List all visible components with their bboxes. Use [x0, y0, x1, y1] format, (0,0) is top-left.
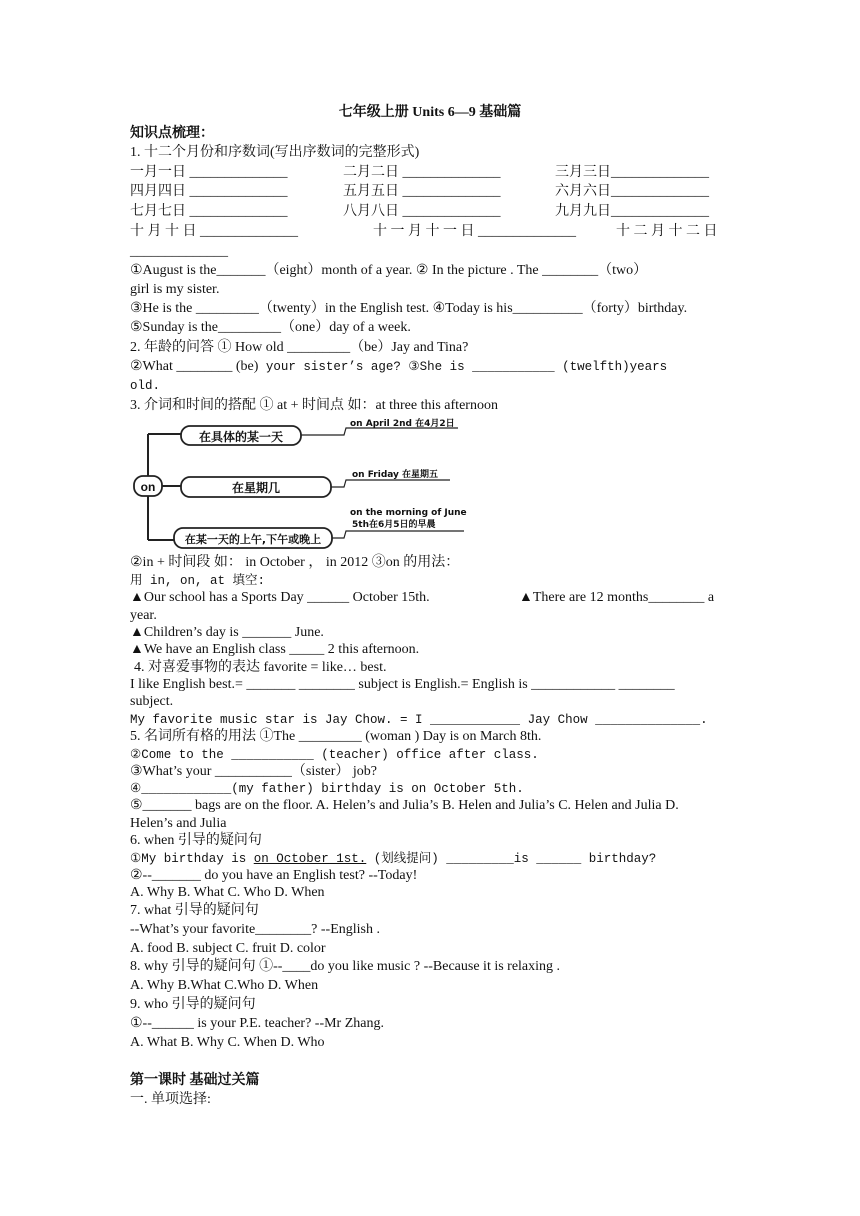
q9-line-2: ①--______ is your P.E. teacher? --Mr Zhang.: [130, 1016, 384, 1031]
q5-line-5: ⑤_______ bags are on the floor. A. Helen’s and Julia’s B. Helen and Julia’s C. Helen and Julia D.: [130, 798, 679, 813]
q7-heading: 7. what 引导的疑问句: [130, 903, 259, 918]
q3-in-line: ②in + 时间段 如： in October ， in 2012 ③on 的用法：: [130, 555, 460, 570]
date-blank: 三月三日______________: [555, 165, 709, 180]
q6-line-3: ②--_______ do you have an English test? --Today!: [130, 868, 418, 883]
q3-exercise-1b: ▲There are 12 months________ a: [519, 590, 715, 605]
q7-line-2: --What’s your favorite________? --English .: [130, 922, 380, 937]
q6-line-2: [130, 850, 730, 868]
q5-line-6: Helen’s and Julia: [130, 816, 227, 831]
q2-line-2: [130, 358, 730, 376]
diagram-branch-3-note-2: 5th在6月5日的早晨: [352, 520, 436, 530]
q8-options: A. Why B.What C.Who D. When: [130, 978, 319, 993]
date-blank: 七月七日 ______________: [130, 204, 288, 219]
q3-heading: 3. 介词和时间的搭配 ① at + 时间点 如：at three this afternoon: [130, 398, 498, 413]
q4-heading: 4. 对喜爱事物的表达 favorite = like… best.: [134, 660, 387, 675]
q5-line-2: ②Come to the ___________ (teacher) office after class.: [130, 748, 539, 762]
lesson-heading: 第一课时 基础过关篇: [130, 1073, 260, 1088]
diagram-branch-2-label: 在星期几: [231, 481, 281, 495]
date-blank: 十 二 月 十 二 日: [616, 224, 718, 239]
diagram-branch-1-label: 在具体的某一天: [198, 430, 284, 444]
q3-fill-prompt: 用 in, on, at 填空:: [130, 574, 266, 588]
q7-options: A. food B. subject C. fruit D. color: [130, 941, 326, 956]
q6-underlined-phrase: on October 1st.: [253, 852, 367, 866]
q3-exercise-1c: year.: [130, 608, 157, 623]
q6-line-2-pre: ①My birthday is: [130, 852, 254, 866]
q6-line-2-post: (划线提问) _________is ______ birthday?: [366, 852, 657, 866]
q1-item-3: ③He is the _________（twenty）in the English test. ④Today is his__________（forty）birthday.: [130, 301, 688, 316]
q4-line-2: I like English best.= _______ ________ subject is English.= English is ____________ ________: [130, 677, 675, 692]
q1-item-1-cont: girl is my sister.: [130, 282, 220, 297]
diagram-branch-3-label: 在某一天的上午,下午或晚上: [184, 533, 322, 546]
q5-line-3: ③What’s your ___________（sister） job?: [130, 764, 378, 779]
q2-line-3: old.: [130, 379, 161, 393]
q1-item-5: ⑤Sunday is the_________（one）day of a week.: [130, 320, 411, 335]
date-blank: 五月五日 ______________: [343, 184, 501, 199]
q3-exercise-1a: ▲Our school has a Sports Day ______ October 15th.: [130, 590, 430, 605]
q2-line-2a: ②What ________ (be): [130, 359, 259, 374]
q6-options: A. Why B. What C. Who D. When: [130, 885, 325, 900]
q1-overflow-blank: ______________: [130, 244, 228, 259]
preposition-on-diagram: [128, 416, 473, 550]
date-blank: 十 月 十 日 ______________: [130, 224, 298, 239]
q5-line-4: ④____________(my father) birthday is on October 5th.: [130, 782, 524, 796]
date-blank: 六月六日______________: [555, 184, 709, 199]
q9-heading: 9. who 引导的疑问句: [130, 997, 256, 1012]
q8-heading: 8. why 引导的疑问句 ①--____do you like music ? --Because it is relaxing .: [130, 959, 561, 974]
diagram-branch-1-note: on April 2nd 在4月2日: [350, 419, 455, 429]
q2-heading: 2. 年龄的问答 ① How old _________（be）Jay and Tina?: [130, 340, 469, 355]
q3-exercise-2: ▲Children’s day is _______ June.: [130, 625, 324, 640]
date-blank: 四月四日 ______________: [130, 184, 288, 199]
section-heading: 知识点梳理：: [130, 126, 214, 141]
q1-item-1: ①August is the_______（eight）month of a year. ② In the picture . The ________（two）: [130, 263, 648, 278]
q9-options: A. What B. Why C. When D. Who: [130, 1035, 325, 1050]
q4-line-4: My favorite music star is Jay Chow. = I ____________ Jay Chow ______________.: [130, 713, 708, 727]
date-blank: 八月八日 ______________: [343, 204, 501, 219]
q5-heading: 5. 名词所有格的用法 ①The _________ (woman ) Day is on March 8th.: [130, 729, 542, 744]
date-blank: 二月二日 ______________: [343, 165, 501, 180]
date-blank: 十 一 月 十 一 日 ______________: [373, 224, 576, 239]
diagram-branch-3-note-1: on the morning of June: [350, 508, 467, 518]
q3-exercise-3: ▲We have an English class _____ 2 this afternoon.: [130, 642, 420, 657]
diagram-center-label: on: [140, 480, 156, 494]
diagram-branch-2-note: on Friday 在星期五: [352, 470, 439, 480]
date-blank: 一月一日 ______________: [130, 165, 288, 180]
page-title: 七年级上册 Units 6—9 基础篇: [338, 105, 522, 120]
date-blank: 九月九日______________: [555, 204, 709, 219]
q4-line-3: subject.: [130, 694, 174, 709]
lesson-subheading: 一. 单项选择:: [130, 1092, 211, 1107]
q2-line-2b: your sister’s age? ③She is ___________ (twelfth)years: [258, 360, 668, 374]
q1-heading: 1. 十二个月份和序数词(写出序数词的完整形式): [130, 145, 420, 160]
q6-heading: 6. when 引导的疑问句: [130, 833, 262, 848]
